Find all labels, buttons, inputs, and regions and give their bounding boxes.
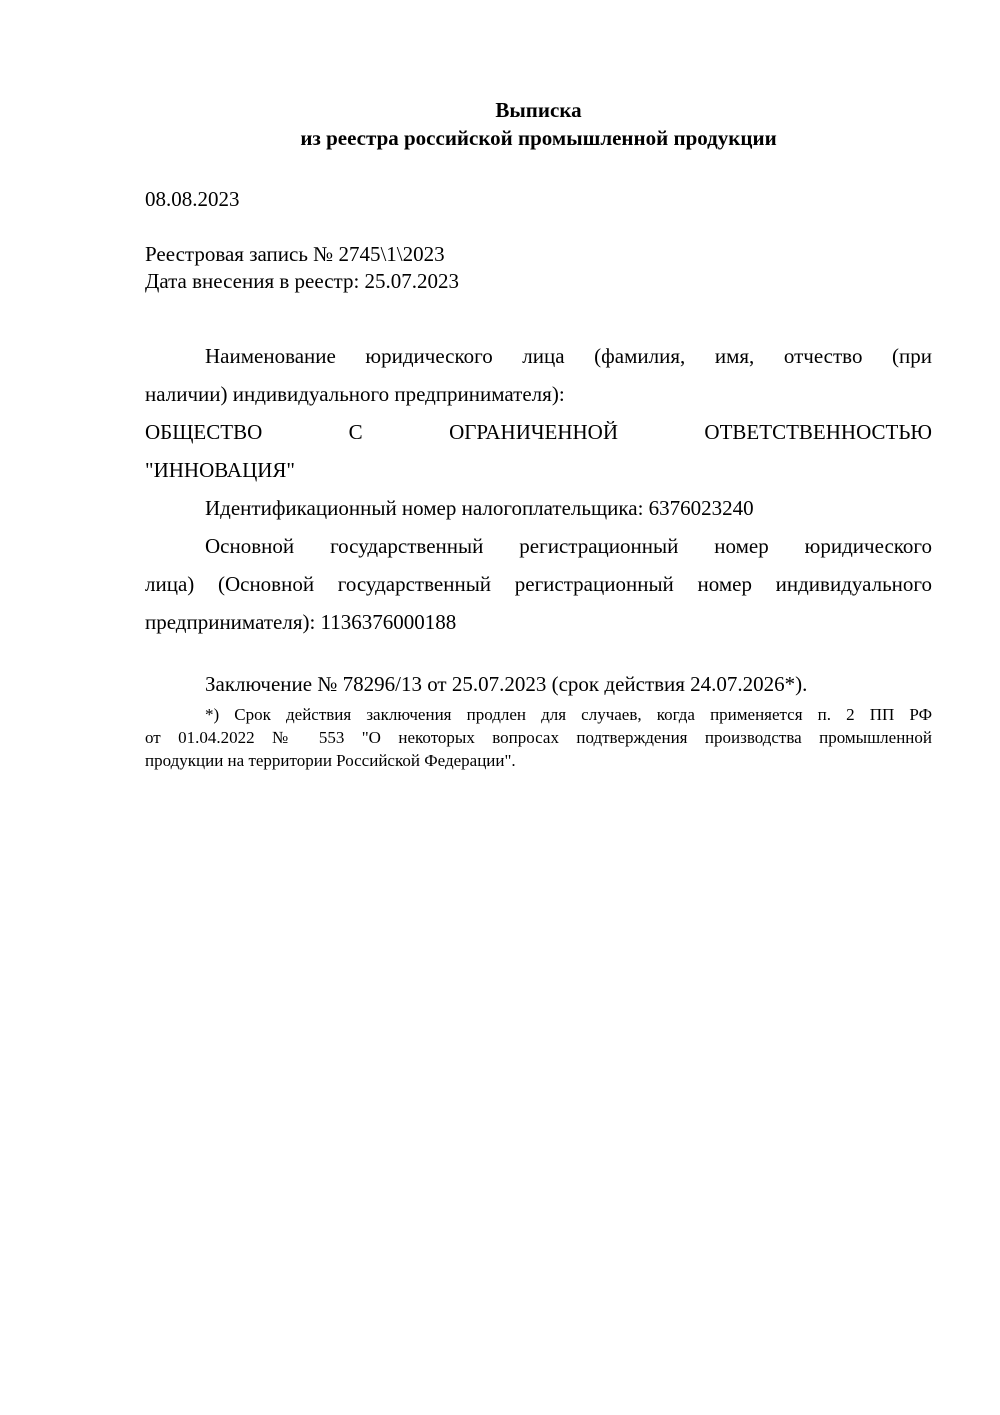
legal-name-label-paragraph <box>145 337 932 413</box>
legal-name-value-paragraph <box>145 413 932 489</box>
footnote-line-1: *) Срок действия заключения продлен для случаев, когда применяется п. 2 ПП РФ <box>205 705 932 724</box>
legal-name-label-line-2: наличии) индивидуального предпринимателя): <box>145 382 565 406</box>
document-content <box>145 96 932 772</box>
document-title <box>145 96 932 152</box>
conclusion-paragraph <box>145 665 932 703</box>
legal-name-value-line-1: ОБЩЕСТВО С ОГРАНИЧЕННОЙ ОТВЕТСТВЕННОСТЬЮ <box>145 420 932 444</box>
legal-name-label-line-1: Наименование юридического лица (фамилия, имя, отчество (при <box>205 344 932 368</box>
title-line-2: из реестра российской промышленной продукции <box>300 126 777 150</box>
ogrn-line-2: лица) (Основной государственный регистрационный номер индивидуального <box>145 572 932 596</box>
footnote-paragraph <box>145 703 932 772</box>
registry-entry-line: Реестровая запись № 2745\1\2023 <box>145 242 445 266</box>
registry-date-line: Дата внесения в реестр: 25.07.2023 <box>145 269 460 293</box>
ogrn-line-1: Основной государственный регистрационный номер юридического <box>205 534 932 558</box>
ogrn-paragraph <box>145 527 932 641</box>
title-line-1: Выписка <box>495 98 582 122</box>
footnote-line-3: продукции на территории Российской Федерации". <box>145 751 516 770</box>
issue-date: 08.08.2023 <box>145 187 240 211</box>
legal-name-value-line-2: "ИННОВАЦИЯ" <box>145 458 295 482</box>
inn-paragraph <box>145 489 932 527</box>
registry-block <box>145 241 932 295</box>
ogrn-line-3: предпринимателя): 1136376000188 <box>145 610 457 634</box>
inn-line: Идентификационный номер налогоплательщика: 6376023240 <box>205 496 754 520</box>
conclusion-line: Заключение № 78296/13 от 25.07.2023 (срок действия 24.07.2026*). <box>205 672 808 696</box>
footnote-line-2: от 01.04.2022 № 553 "О некоторых вопросах подтверждения производства промышленной <box>145 728 932 747</box>
